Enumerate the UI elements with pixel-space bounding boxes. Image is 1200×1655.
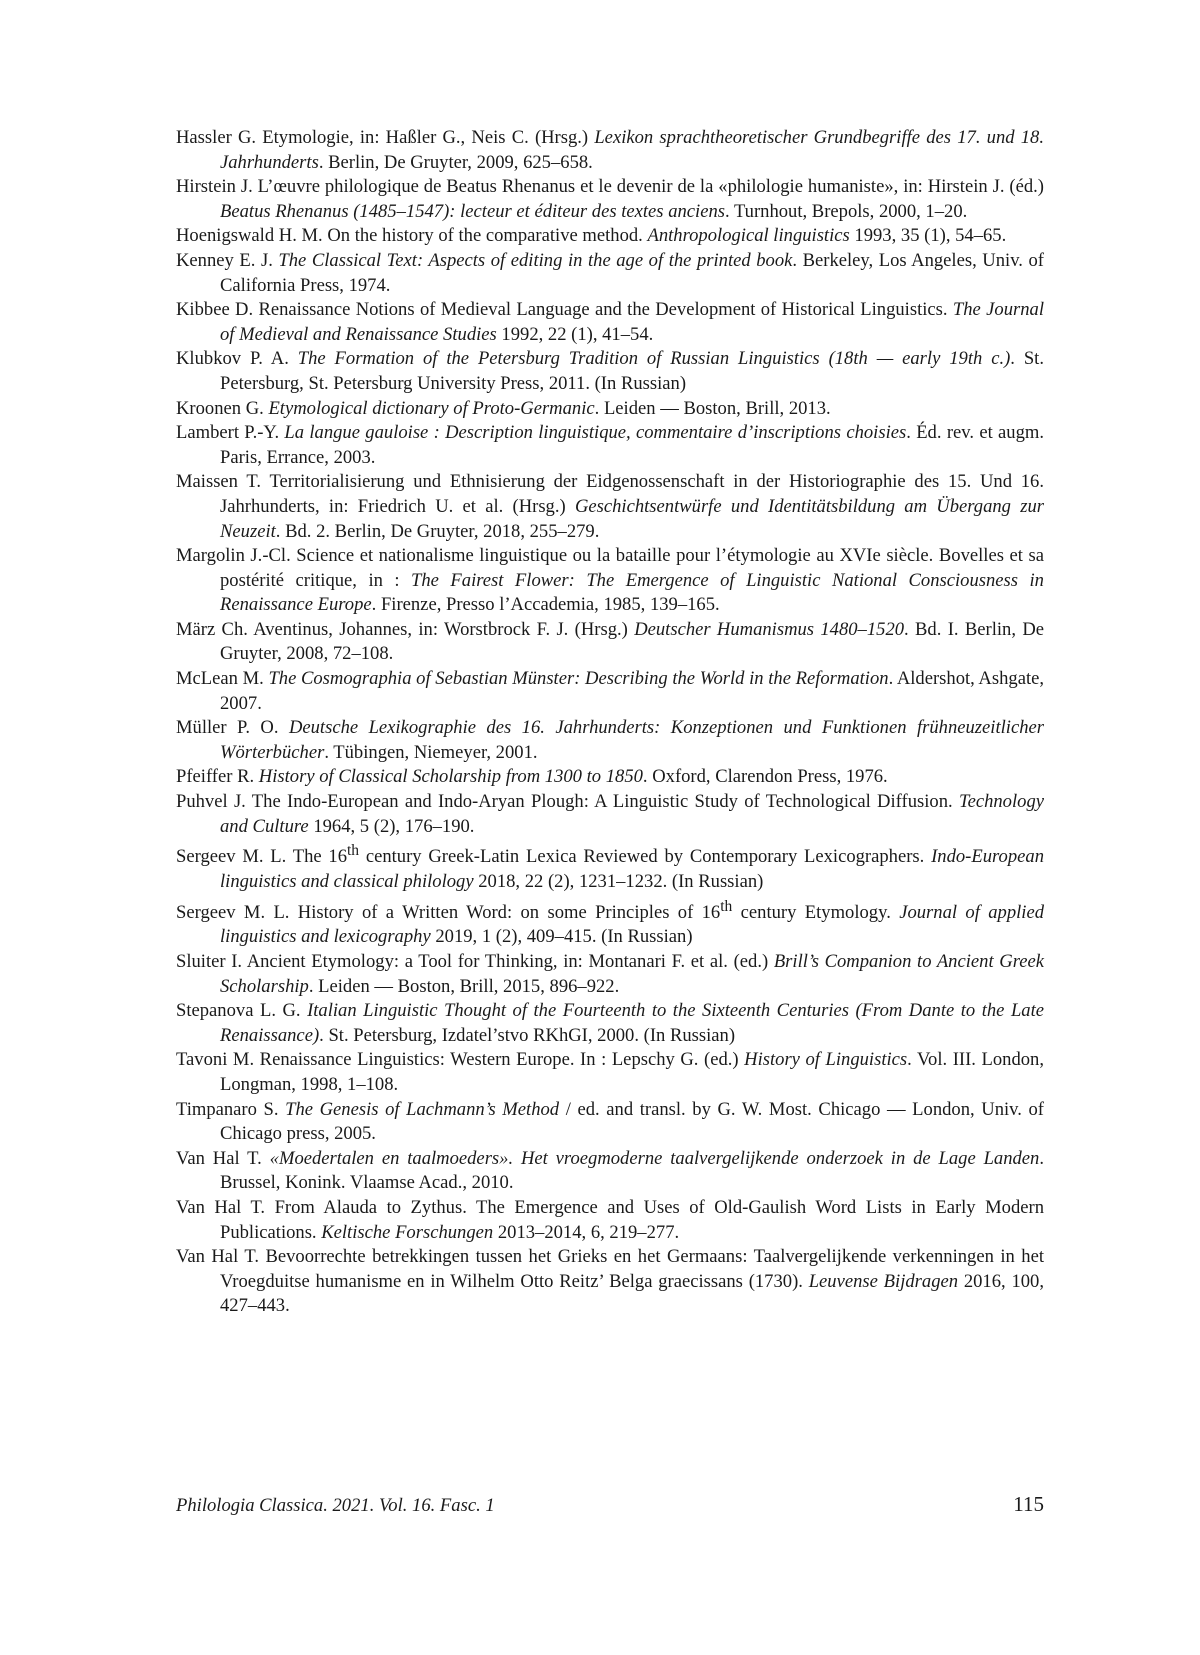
reference-title: The Cosmographia of Sebastian Münster: Describing the World in the Reformation [268, 668, 889, 690]
reference-title: Keltische Forschungen [321, 1221, 494, 1243]
reference-text: Kroonen G. [176, 397, 269, 419]
reference-entry [176, 667, 1044, 716]
reference-text: 2019, 1 (2), 409–415. (In Russian) [430, 926, 693, 948]
reference-text: century Etymology. [732, 901, 900, 923]
reference-title: The Formation of the Petersburg Tradition of Russian Linguistics (18th — early 19th c.) [297, 348, 1011, 370]
reference-text: . Tübingen, Niemeyer, 2001. [324, 741, 538, 763]
reference-title: La langue gauloise : Description linguistique, commentaire d’inscriptions choisies [284, 422, 907, 444]
reference-text: . Berkeley, Los Angeles, Univ. of California Press, 1974. [220, 249, 1044, 296]
reference-text: 2016, 100, 427–443. [220, 1270, 1044, 1317]
reference-text: 1964, 5 (2), 176–190. [308, 815, 475, 837]
reference-text: März Ch. Aventinus, Johannes, in: Worstbrock F. J. (Hrsg.) [176, 618, 635, 640]
reference-title: Indo-European linguistics and classical philology [220, 846, 1044, 892]
reference-title: Technology and Culture [220, 791, 1044, 837]
reference-entry [176, 1196, 1044, 1245]
reference-entry [176, 1098, 1044, 1147]
reference-entry [176, 1245, 1044, 1319]
reference-entry [176, 544, 1044, 618]
reference-text: . Oxford, Clarendon Press, 1976. [642, 766, 888, 788]
reference-entry [176, 126, 1044, 175]
reference-text: Van Hal T. [176, 1147, 270, 1169]
reference-title: Etymological dictionary of Proto-Germanic [268, 397, 595, 419]
reference-text: . Aldershot, Ashgate, 2007. [220, 668, 1045, 714]
reference-title: The Journal of Medieval and Renaissance Studies [220, 299, 1044, 345]
reference-text: Margolin J.-Cl. Science et nationalisme linguistique ou la bataille pour l’étymologie au XVIe siècle. Bovelles et sa postérité critique, in : [176, 545, 1044, 591]
reference-text: Sergeev M. L. History of a Written Word: on some Principles of 16 [176, 901, 721, 923]
reference-entry [176, 716, 1044, 765]
reference-entry [176, 1048, 1044, 1097]
reference-text: century Greek-Latin Lexica Reviewed by Contemporary Lexicographers. [359, 846, 932, 868]
reference-entry [176, 1147, 1044, 1196]
reference-entry [176, 765, 1044, 790]
reference-entry [176, 249, 1044, 298]
reference-entry [176, 618, 1044, 667]
reference-entry [176, 790, 1044, 839]
reference-text: Müller P. O. [176, 717, 289, 739]
reference-text: Kenney E. J. [176, 249, 279, 271]
reference-text: Van Hal T. From Alauda to Zythus. The Emergence and Uses of Old-Gaulish Word Lists in Early Modern Publications. [176, 1196, 1044, 1243]
reference-title: Beatus Rhenanus (1485–1547): lecteur et éditeur des textes anciens [220, 200, 725, 222]
reference-title: Journal of applied linguistics and lexicography [220, 901, 1044, 948]
reference-entry [176, 839, 1044, 894]
reference-title: The Fairest Flower: The Emergence of Linguistic National Consciousness in Renaissance Europe [220, 569, 1044, 616]
reference-title: Italian Linguistic Thought of the Fourteenth to the Sixteenth Centuries (From Dante to the Late Renaissance) [220, 1000, 1044, 1046]
reference-entry [176, 397, 1044, 422]
reference-text: Hirstein J. L’œuvre philologique de Beatus Rhenanus et le devenir de la «philologie humaniste», in: Hirstein J. (éd.) [176, 176, 1044, 198]
reference-title: The Classical Text: Aspects of editing in the age of the printed book [278, 249, 793, 271]
reference-text: 2013–2014, 6, 219–277. [493, 1221, 680, 1243]
reference-text: 1993, 35 (1), 54–65. [849, 225, 1007, 247]
reference-text: Timpanaro S. [176, 1098, 286, 1120]
reference-text: Kibbee D. Renaissance Notions of Medieval Language and the Development of Historical Linguistics. [176, 299, 953, 321]
reference-entry [176, 224, 1044, 249]
reference-title: Leuvense Bijdragen [808, 1270, 959, 1292]
reference-text: Sluiter I. Ancient Etymology: a Tool for Thinking, in: Montanari F. et al. (ed.) [176, 950, 774, 972]
reference-entry [176, 347, 1044, 396]
reference-text: . Bd. I. Berlin, De Gruyter, 2008, 72–108. [220, 618, 1045, 665]
reference-text: Puhvel J. The Indo-European and Indo-Aryan Plough: A Linguistic Study of Technological Diffusion. [176, 791, 959, 813]
reference-text: . Firenze, Presso l’Accademia, 1985, 139–165. [371, 594, 720, 616]
reference-text: . St. Petersburg, Izdatel’stvo RKhGI, 2000. (In Russian) [319, 1024, 736, 1046]
reference-text: . Leiden — Boston, Brill, 2015, 896–922. [308, 975, 620, 997]
reference-text: Van Hal T. Bevoorrechte betrekkingen tussen het Grieks en het Germaans: Taalvergelijkende verkenningen in het Vroegduitse humanisme en in Wilhelm Otto Reitz’ Belga graecissans (1730). [176, 1246, 1044, 1292]
reference-text: . Leiden — Boston, Brill, 2013. [594, 397, 831, 419]
reference-text: Hassler G. Etymologie, in: Haßler G., Neis C. (Hrsg.) [176, 127, 595, 148]
reference-entry [176, 421, 1044, 470]
reference-title: Deutsche Lexikographie des 16. Jahrhunderts: Konzeptionen und Funktionen frühneuzeitlicher Wörterbücher [220, 717, 1044, 763]
reference-text: Lambert P.-Y. [176, 422, 285, 444]
reference-text: . Berlin, De Gruyter, 2009, 625–658. [318, 151, 593, 173]
reference-text: Klubkov P. A. [176, 348, 298, 370]
reference-entry [176, 950, 1044, 999]
reference-title: Brill’s Companion to Ancient Greek Scholarship [220, 950, 1045, 997]
reference-entry [176, 470, 1044, 544]
reference-entry [176, 298, 1044, 347]
reference-title: «Moedertalen en taalmoeders». Het vroegmoderne taalvergelijkende onderzoek in de Lage Landen [269, 1147, 1040, 1169]
reference-text: 1992, 22 (1), 41–54. [496, 323, 654, 345]
reference-title: History of Classical Scholarship from 1300 to 1850 [258, 766, 643, 788]
reference-entry [176, 175, 1044, 224]
reference-text: . Brussel, Konink. Vlaamse Acad., 2010. [220, 1147, 1045, 1194]
reference-entry [176, 895, 1044, 950]
reference-text: Tavoni M. Renaissance Linguistics: Western Europe. In : Lepschy G. (ed.) [176, 1049, 745, 1071]
footer-journal-title: Philologia Classica. 2021. Vol. 16. Fasc. 1 [176, 1495, 495, 1516]
reference-text: . Turnhout, Brepols, 2000, 1–20. [725, 200, 968, 222]
reference-title: Anthropological linguistics [647, 225, 850, 247]
reference-title: History of Linguistics [744, 1049, 908, 1071]
reference-entry [176, 999, 1044, 1048]
reference-text: Maissen T. Territorialisierung und Ethnisierung der Eidgenossenschaft in der Historiographie des 15. Und 16. Jahrhunderts, in: Friedrich U. et al. (Hrsg.) [176, 471, 1044, 517]
reference-text: McLean M. [176, 668, 269, 690]
reference-text: . Bd. 2. Berlin, De Gruyter, 2018, 255–279. [275, 520, 600, 542]
reference-text: . Vol. III. London, Longman, 1998, 1–108. [220, 1049, 1044, 1095]
reference-title: Geschichtsentwürfe und Identitätsbildung am Übergang zur Neuzeit [220, 495, 1045, 542]
reference-text: Sergeev M. L. The 16 [176, 846, 347, 868]
reference-title: The Genesis of Lachmann’s Method [285, 1098, 560, 1120]
reference-superscript: th [347, 842, 360, 860]
reference-text: . Éd. rev. et augm. Paris, Errance, 2003. [220, 422, 1045, 468]
reference-text: 2018, 22 (2), 1231–1232. (In Russian) [473, 871, 764, 892]
reference-text: Pfeiffer R. [176, 766, 259, 788]
reference-text: / ed. and transl. by G. W. Most. Chicago — London, Univ. of Chicago press, 2005. [220, 1098, 1045, 1145]
reference-text: . St. Petersburg, St. Petersburg University Press, 2011. (In Russian) [220, 348, 1044, 394]
reference-list [176, 126, 1044, 1319]
reference-title: Lexikon sprachtheoretischer Grundbegriffe des 17. und 18. Jahrhunderts [220, 127, 1044, 173]
reference-superscript: th [720, 897, 733, 915]
page-number: 115 [1013, 1492, 1044, 1516]
reference-title: Deutscher Humanismus 1480–1520 [634, 618, 905, 640]
reference-text: Hoenigswald H. M. On the history of the comparative method. [176, 225, 648, 247]
reference-text: Stepanova L. G. [176, 1000, 308, 1022]
